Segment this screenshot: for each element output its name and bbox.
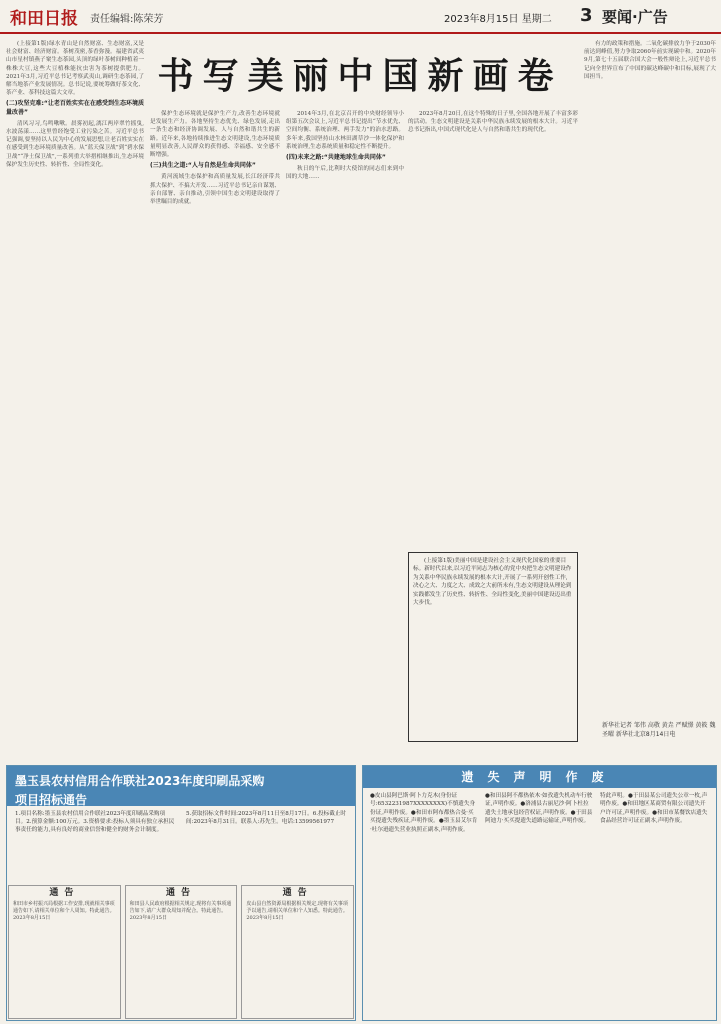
- article-subheading: (三)共生之道:“人与自然是生命共同体”: [150, 162, 256, 170]
- notice-title: 通告: [49, 888, 80, 898]
- notice-box: [241, 885, 354, 1019]
- procurement-ad-col: 1.项目名称:墨玉县农村信用合作联社2023年度印刷品采购项目。2.预算金额:100万元。3.资格要求:投标人须具有独立承担民事责任的能力,具有良好的商业信誉和健全的财务会计制度。: [15, 811, 175, 833]
- lost-notice-title: 遗失声明作废: [363, 766, 716, 788]
- article-column-5: [584, 40, 716, 716]
- lost-notice-col: ●皮山县阿巴斯·阿卜力克木(身份证号:6532231987XXXXXXXX)不慎遗失身份证,声明作废。●和田市阿布都热合曼·买买提遗失残疾证,声明作废。●墨玉县艾尔肯·吐尔逊遗失营业执照正副本,声明作废。: [370, 793, 478, 833]
- section-title: 要闻·广告: [602, 8, 668, 26]
- notices-row: [6, 885, 356, 1019]
- article-column-1: [6, 40, 144, 755]
- article-paragraph: 2014年3月,在北京召开的中央财经领导小组第五次会议上,习近平总书记提出“节水优先、空间均衡、系统治理、两手发力”的治水思路。多年来,我国坚持山水林田湖草沙一体化保护和系统治理,生态系统质量和稳定性不断提升。: [286, 111, 404, 150]
- article-subheading: (二)攻坚克难:“让老百姓实实在在感受到生态环境质量改善”: [6, 100, 144, 116]
- editor-line: 责任编辑:陈荣芳: [90, 14, 164, 25]
- notice-title: 通告: [166, 888, 197, 898]
- article-paragraph: 保护生态环境就是保护生产力,改善生态环境就是发展生产力。各地坚持生态优先、绿色发展,走出一条生态和经济协调发展、人与自然和谐共生的新路。近年来,各地持续推进生态文明建设,生态环境质量明显改善,人民群众的获得感、幸福感、安全感不断增强。: [150, 111, 280, 159]
- date-line: 2023年8月15日 星期二: [444, 14, 552, 25]
- notice-title: 通告: [282, 888, 313, 898]
- lost-notice-col: ●和田县阿不都热依木·如孜遗失机动车行驶证,声明作废。●洛浦县古丽尼沙·阿卜杜拉遗失土地承包经营权证,声明作废。●于田县阿迪力·买买提遗失道路运输证,声明作废。: [485, 793, 593, 825]
- boxed-commentary: [408, 552, 578, 742]
- article-paragraph: 2023年8月20日,在这个特殊的日子里,全国各地开展了丰富多彩的活动。生态文明建设是关系中华民族永续发展的根本大计。习近平总书记指出,中国式现代化是人与自然和谐共生的现代化。: [408, 111, 578, 134]
- notice-text: 皮山县自然资源局根据相关规定,现将有关事项予以通告,请相关单位和个人知悉。特此通告。2023年8月15日: [246, 901, 348, 921]
- article-paragraph: 有力的政策和措施。二氧化碳排放力争于2030年前达到峰值,努力争取2060年前实现碳中和。2020年9月,第七十五届联合国大会一般性辩论上,习近平总书记向全世界宣布了中国的碳达峰碳中和目标,展现了大国担当。: [584, 41, 716, 80]
- article-column-2: [150, 110, 280, 755]
- article-column-4: [408, 110, 578, 548]
- procurement-ad-title-line2: 项目招标通告: [15, 793, 88, 807]
- masthead: 和田日报: [10, 9, 78, 29]
- notice-box: [125, 885, 238, 1019]
- article-paragraph: 清风习习,鸟鸣啾啾。晨雾初起,漓江两岸翠竹摇曳,水波荡漾……这里曾经饱受工业污染之苦。习近平总书记强调,要坚持以人民为中心的发展思想,让老百姓实实在在感受到生态环境质量改善。从“蓝天保卫战”到“碧水保卫战”“净土保卫战”,一系列重大举措相继推出,生态环境保护发生历史性、转折性、全局性变化。: [6, 120, 144, 168]
- article-column-3: [286, 110, 404, 755]
- lost-notice-body: [363, 788, 716, 1018]
- article-subheading: (四)未来之路:“共建地球生命共同体”: [286, 154, 386, 162]
- article-byline: 新华社记者 邹伟 高敬 黄垚 严赋憬 黄筱 魏圣曜 新华社北京8月14日电: [602, 722, 716, 738]
- article-headline: 书写美丽中国新画卷: [157, 55, 563, 97]
- procurement-ad-title-line1: 墨玉县农村信用合作联社2023年度印刷品采购: [15, 774, 265, 788]
- lost-notice-ad: [362, 765, 717, 1021]
- procurement-ad-title: [7, 766, 355, 806]
- boxed-paragraph: (上接第1版)美丽中国是建设社会主义现代化国家的重要目标。新时代以来,以习近平同志为核心的党中央把生态文明建设作为关系中华民族永续发展的根本大计,开展了一系列开创性工作,决心之大、力度之大、成效之大前所未有,生态文明建设从理论到实践都发生了历史性、转折性、全局性变化,美丽中国建设迈出重大步伐。: [413, 558, 572, 607]
- notice-text: 和田县人民政府根据相关规定,现将有关事项通告如下,请广大群众周知并配合。特此通告。2023年8月15日: [129, 901, 232, 921]
- page-number: 3: [580, 5, 593, 26]
- article-paragraph: 黄河流域生态保护和高质量发展,长江经济带共抓大保护、不搞大开发……习近平总书记亲自谋划、亲自部署、亲自推动,引领中国生态文明建设取得了举世瞩目的成就。: [150, 174, 280, 206]
- notice-text: 和田市乡村振兴局根据工作安排,现就相关事项通告如下,请相关单位和个人周知。特此通告。2023年8月15日: [13, 901, 115, 921]
- page-header: [0, 0, 721, 34]
- procurement-ad-col: 5.获取招标文件时间:2023年8月11日至8月17日。6.投标截止时间:2023年8月31日。联系人:苏先生。电话:13599561977: [186, 811, 347, 825]
- article-paragraph: (上接第1版)绿水青山是自然财富、生态财富,又是社会财富、经济财富。茶树茂密,茶香弥漫。福建省武夷山市星村镇燕子窠生态茶园,头顶的绿叶茶树间种植着一株株大豆,这些大豆植株能抗虫害为茶树提供肥力。2021年3月,习近平总书记考察武夷山,调研生态茶园,了解当地茶产业发展情况。总书记说,要统筹做好茶文化、茶产业、茶科技这篇大文章。: [6, 41, 144, 97]
- notice-box: [8, 885, 121, 1019]
- article-paragraph: 秋日的午后,比利时大使馆的同志们来到中国的大地……: [286, 166, 404, 181]
- lost-notice-col: 特此声明。●于田县某公司遗失公章一枚,声明作废。●和田地区某商贸有限公司遗失开户许可证,声明作废。●和田市某餐饮店遗失食品经营许可证正副本,声明作废。: [600, 793, 708, 825]
